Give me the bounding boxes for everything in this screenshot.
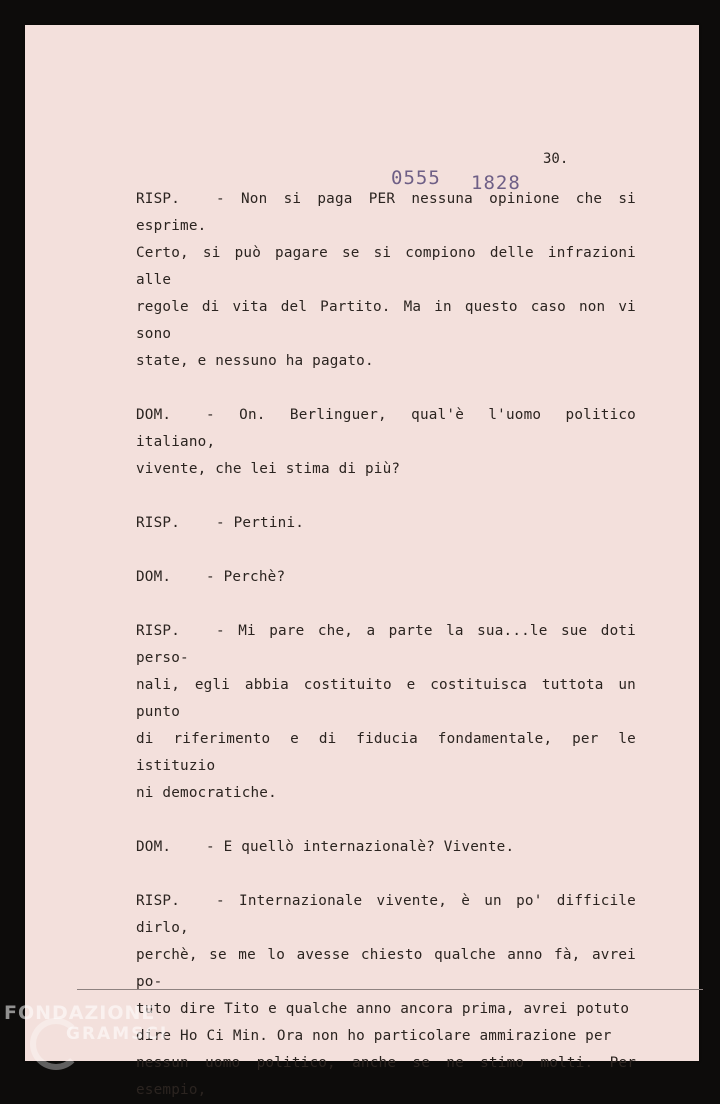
transcript-line: nali, egli abbia costituito e costituisca tuttota un punto (136, 677, 636, 720)
speaker-label: DOM. (136, 407, 172, 423)
transcript-line: Certo, si può pagare se si compiono delle infrazioni alle (136, 245, 636, 288)
archive-stamp-right: 1828 (471, 172, 521, 194)
transcript-line: perchè, se me lo avesse chiesto qualche anno fà, avrei po- (136, 947, 636, 990)
transcript-line: DOM. - E quellò internazionalè? Vivente. (136, 834, 636, 861)
transcript-line: regole di vita del Partito. Ma in questo caso non vi sono (136, 299, 636, 342)
speaker-label: RISP. (136, 623, 181, 639)
speaker-label: DOM. (136, 569, 172, 585)
speaker-label: RISP. (136, 893, 181, 909)
speaker-label: RISP. (136, 191, 181, 207)
speaker-label: DOM. (136, 839, 172, 855)
transcript-body (136, 186, 636, 1104)
page-number: 30. (543, 151, 569, 167)
speaker-label: RISP. (136, 515, 181, 531)
transcript-line: state, e nessuno ha pagato. (136, 353, 374, 369)
transcript-line: tuto dire Tito e qualche anno ancora prima, avrei potuto (136, 1001, 630, 1017)
transcript-line: di riferimento e di fiducia fondamentale, per le istituzio (136, 731, 636, 774)
transcript-line: RISP. - Non si paga PER nessuna opinione che si esprime. (136, 186, 636, 240)
watermark-line2: GRAMSCI (66, 1024, 169, 1044)
transcript-line: RISP. - Pertini. (136, 510, 636, 537)
archive-stamp-left: 0555 (391, 167, 441, 189)
transcript-line: RISP. - Internazionale vivente, è un po' difficile dirlo, (136, 888, 636, 942)
transcript-line: ni democratiche. (136, 785, 277, 801)
transcript-line: vivente, che lei stima di più? (136, 461, 401, 477)
transcript-line: dire Ho Ci Min. Ora non ho particolare ammirazione per (136, 1028, 612, 1044)
transcript-line: DOM. - On. Berlinguer, qual'è l'uomo politico italiano, (136, 402, 636, 456)
fondazione-gramsci-watermark (0, 1000, 180, 1080)
transcript-line: RISP. - Mi pare che, a parte la sua...le sue doti perso- (136, 618, 636, 672)
transcript-line: DOM. - Perchè? (136, 564, 636, 591)
watermark-line1: FONDAZIONE (4, 1002, 156, 1024)
transcript-line: nessun uomo politico, anche se ne stimo molti. Per esempio, (136, 1055, 636, 1098)
